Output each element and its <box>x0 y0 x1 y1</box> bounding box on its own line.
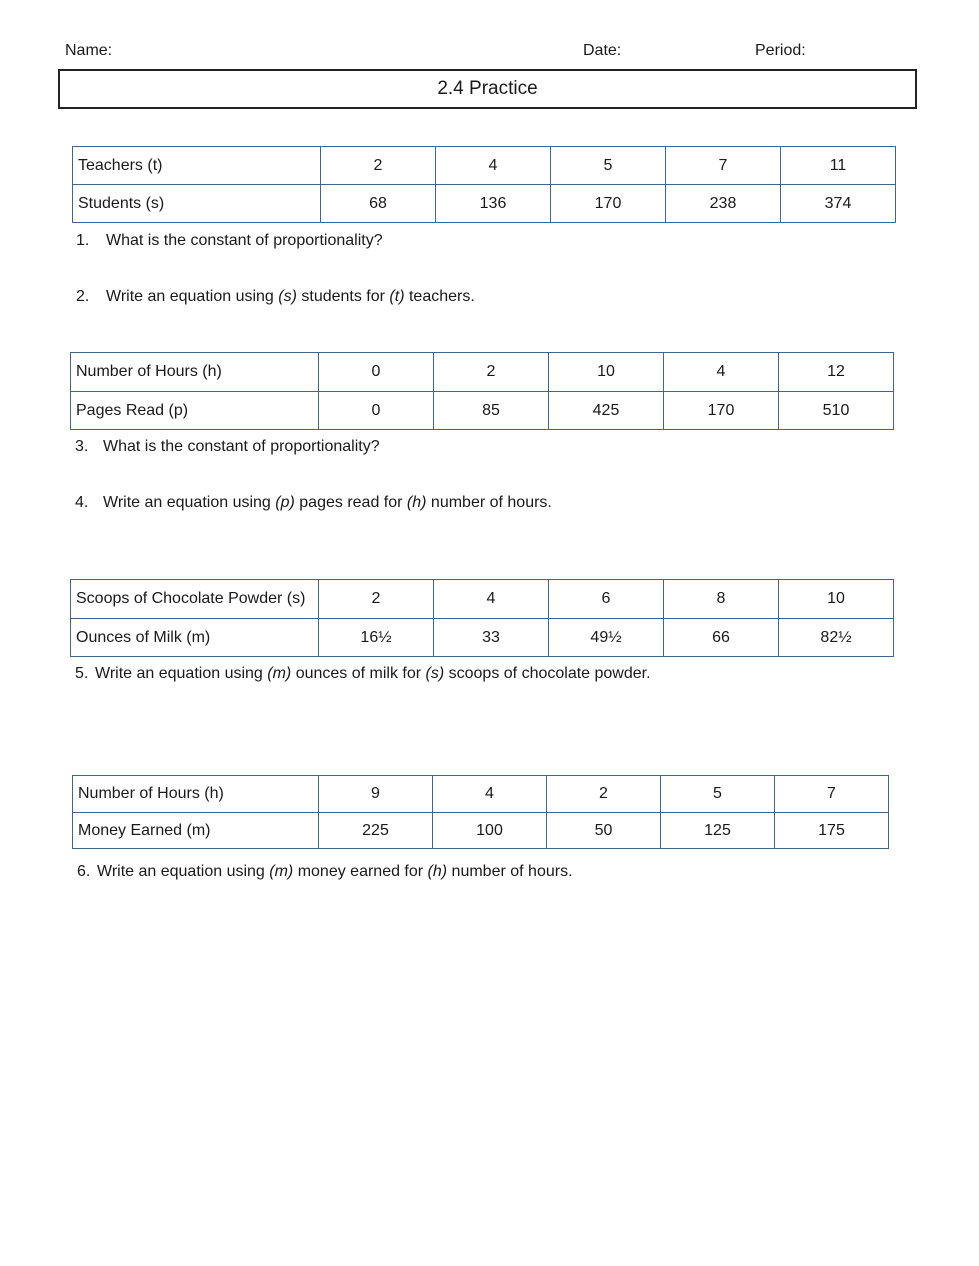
row-label: Students (s) <box>73 185 321 223</box>
table-cell: 2 <box>319 580 434 619</box>
table-cell: 6 <box>549 580 664 619</box>
table-cell: 33 <box>434 619 549 657</box>
row-label: Ounces of Milk (m) <box>71 619 319 657</box>
table-row <box>71 353 894 392</box>
table-row <box>71 619 894 657</box>
table-row <box>73 185 896 223</box>
table-cell: 10 <box>779 580 894 619</box>
worksheet-title-box <box>58 69 917 109</box>
worksheet-title: 2.4 Practice <box>437 78 538 99</box>
table-cell: 2 <box>321 147 436 185</box>
table-cell: 100 <box>433 813 547 849</box>
table-cell: 66 <box>664 619 779 657</box>
table-cell: 82½ <box>779 619 894 657</box>
table-cell: 170 <box>551 185 666 223</box>
table-cell: 8 <box>664 580 779 619</box>
table-cell: 10 <box>549 353 664 392</box>
table-cell: 225 <box>319 813 433 849</box>
table-cell: 0 <box>319 353 434 392</box>
table-row <box>73 776 889 813</box>
row-label: Number of Hours (h) <box>71 353 319 392</box>
table-cell: 125 <box>661 813 775 849</box>
table-cell: 5 <box>551 147 666 185</box>
table-row <box>73 813 889 849</box>
table-cell: 16½ <box>319 619 434 657</box>
table-cell: 425 <box>549 392 664 430</box>
table-cell: 11 <box>781 147 896 185</box>
question-6: 6. Write an equation using (m) money earned for (h) number of hours. <box>77 863 573 880</box>
table-cell: 50 <box>547 813 661 849</box>
table-cell: 5 <box>661 776 775 813</box>
table-cell: 238 <box>666 185 781 223</box>
row-label: Number of Hours (h) <box>73 776 319 813</box>
question-3: 3. What is the constant of proportionality? <box>75 438 380 455</box>
table-cell: 9 <box>319 776 433 813</box>
table-cell: 136 <box>436 185 551 223</box>
table-cell: 0 <box>319 392 434 430</box>
table-cell: 2 <box>434 353 549 392</box>
hours-pages-table <box>70 352 894 430</box>
table-cell: 175 <box>775 813 889 849</box>
period-label: Period: <box>755 42 806 59</box>
table-cell: 7 <box>666 147 781 185</box>
question-5: 5. Write an equation using (m) ounces of milk for (s) scoops of chocolate powder. <box>75 665 651 682</box>
question-1: 1. What is the constant of proportionality? <box>76 232 383 249</box>
question-4: 4. Write an equation using (p) pages read for (h) number of hours. <box>75 494 552 511</box>
table-cell: 7 <box>775 776 889 813</box>
table-row <box>71 392 894 430</box>
row-label: Teachers (t) <box>73 147 321 185</box>
scoops-milk-table <box>70 579 894 657</box>
date-label: Date: <box>583 42 622 59</box>
table-cell: 85 <box>434 392 549 430</box>
table-cell: 12 <box>779 353 894 392</box>
table-row <box>71 580 894 619</box>
table-cell: 4 <box>436 147 551 185</box>
table-cell: 374 <box>781 185 896 223</box>
table-cell: 4 <box>664 353 779 392</box>
row-label: Scoops of Chocolate Powder (s) <box>71 580 319 619</box>
hours-money-table <box>72 775 889 849</box>
table-cell: 2 <box>547 776 661 813</box>
table-cell: 510 <box>779 392 894 430</box>
table-cell: 4 <box>434 580 549 619</box>
table-row <box>73 147 896 185</box>
table-cell: 4 <box>433 776 547 813</box>
question-2: 2. Write an equation using (s) students for (t) teachers. <box>76 288 475 305</box>
table-cell: 49½ <box>549 619 664 657</box>
name-label: Name: <box>65 42 113 59</box>
table-cell: 170 <box>664 392 779 430</box>
teachers-students-table <box>72 146 896 223</box>
table-cell: 68 <box>321 185 436 223</box>
row-label: Pages Read (p) <box>71 392 319 430</box>
row-label: Money Earned (m) <box>73 813 319 849</box>
